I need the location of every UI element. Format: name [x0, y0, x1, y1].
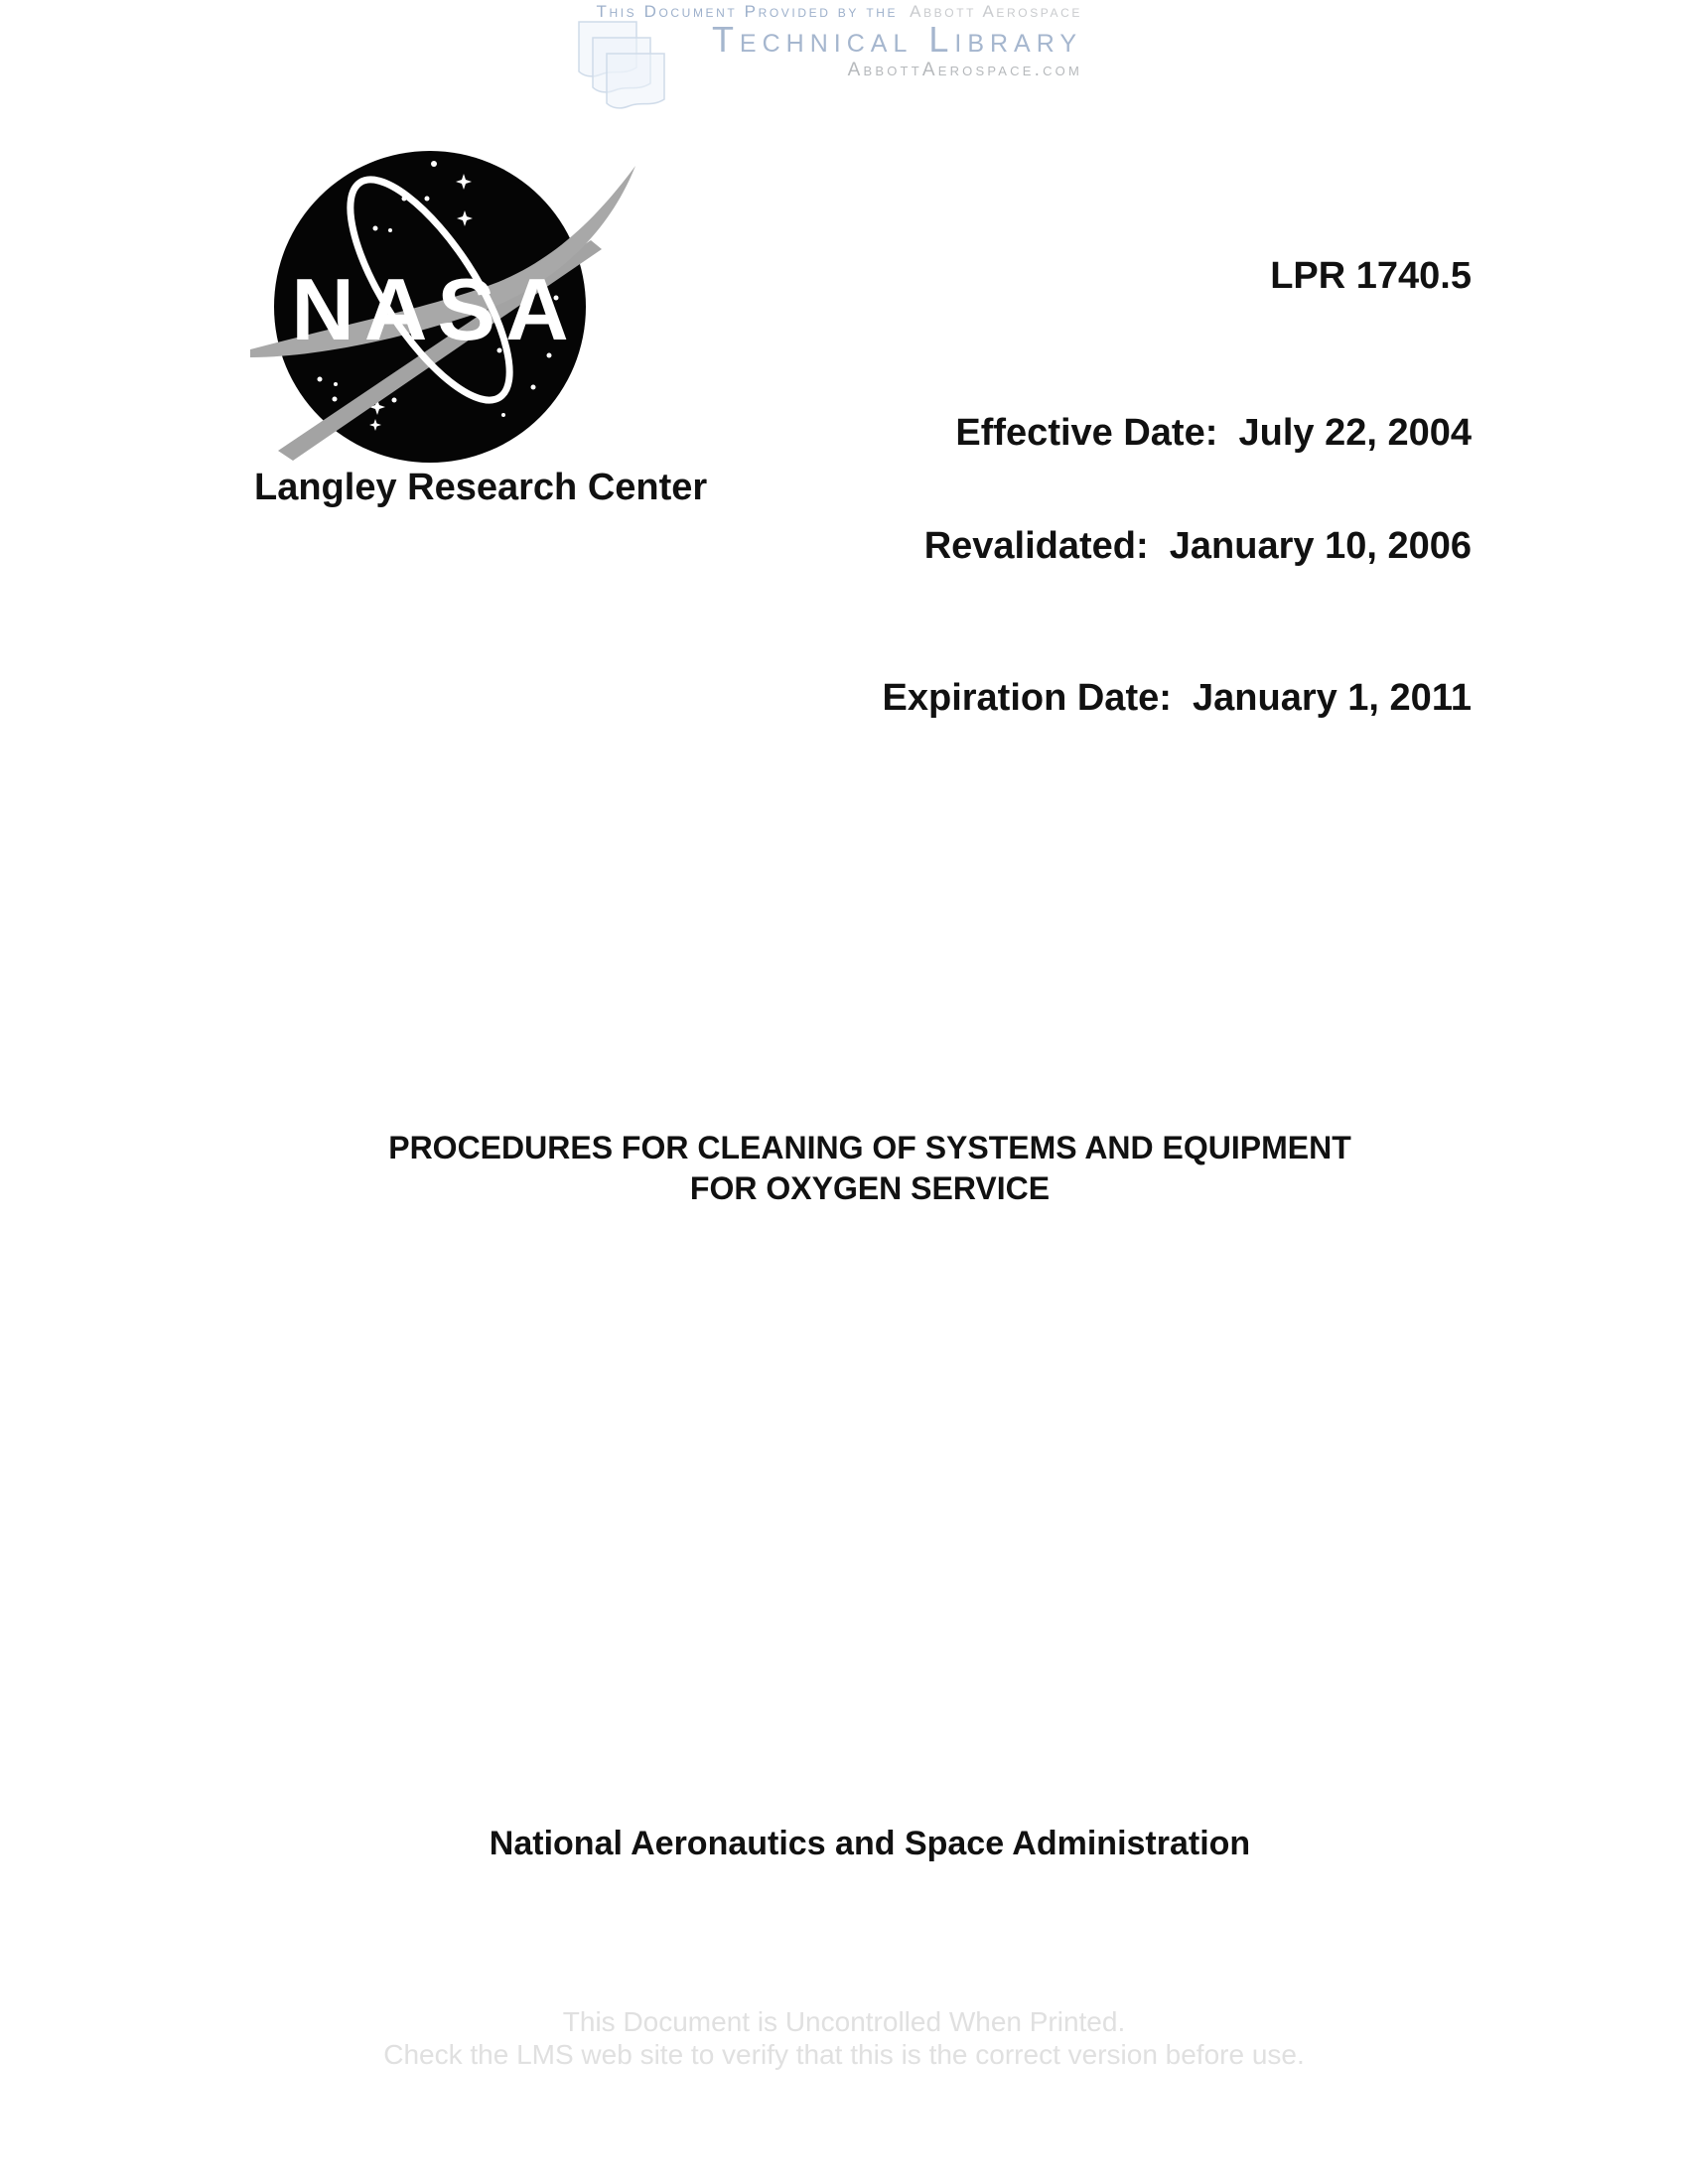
document-title-line1: PROCEDURES FOR CLEANING OF SYSTEMS AND EQUIPMENT — [388, 1130, 1351, 1165]
uncontrolled-note — [0, 2005, 1688, 2071]
nasa-logo — [248, 111, 645, 469]
revalidated-line: Revalidated: January 10, 2006 — [923, 525, 1472, 567]
provider-name: Abbott Aerospace — [910, 2, 1082, 21]
document-title-line2: FOR OXYGEN SERVICE — [689, 1170, 1051, 1206]
provided-by-text: This Document Provided by the — [596, 2, 899, 21]
provider-banner-text — [596, 0, 1082, 80]
uncontrolled-note-line1: This Document is Uncontrolled When Printed. — [562, 2006, 1126, 2037]
agency-name: National Aeronautics and Space Administration — [489, 1825, 1251, 1862]
effective-date-line: Effective Date: July 22, 2004 — [955, 412, 1472, 454]
nasa-wordmark: NASA — [291, 260, 579, 358]
uncontrolled-note-line2: Check the LMS web site to verify that this is the correct version before use. — [383, 2039, 1305, 2070]
center-name: Langley Research Center — [254, 467, 708, 508]
provider-website: AbbottAerospace.com — [847, 60, 1082, 80]
doc-info-block — [883, 182, 1473, 792]
expiration-date-line: Expiration Date: January 1, 2011 — [882, 677, 1472, 719]
document-title — [26, 1128, 1688, 1209]
library-title: Technical Library — [711, 19, 1082, 60]
doc-number: LPR 1740.5 — [1270, 255, 1472, 297]
